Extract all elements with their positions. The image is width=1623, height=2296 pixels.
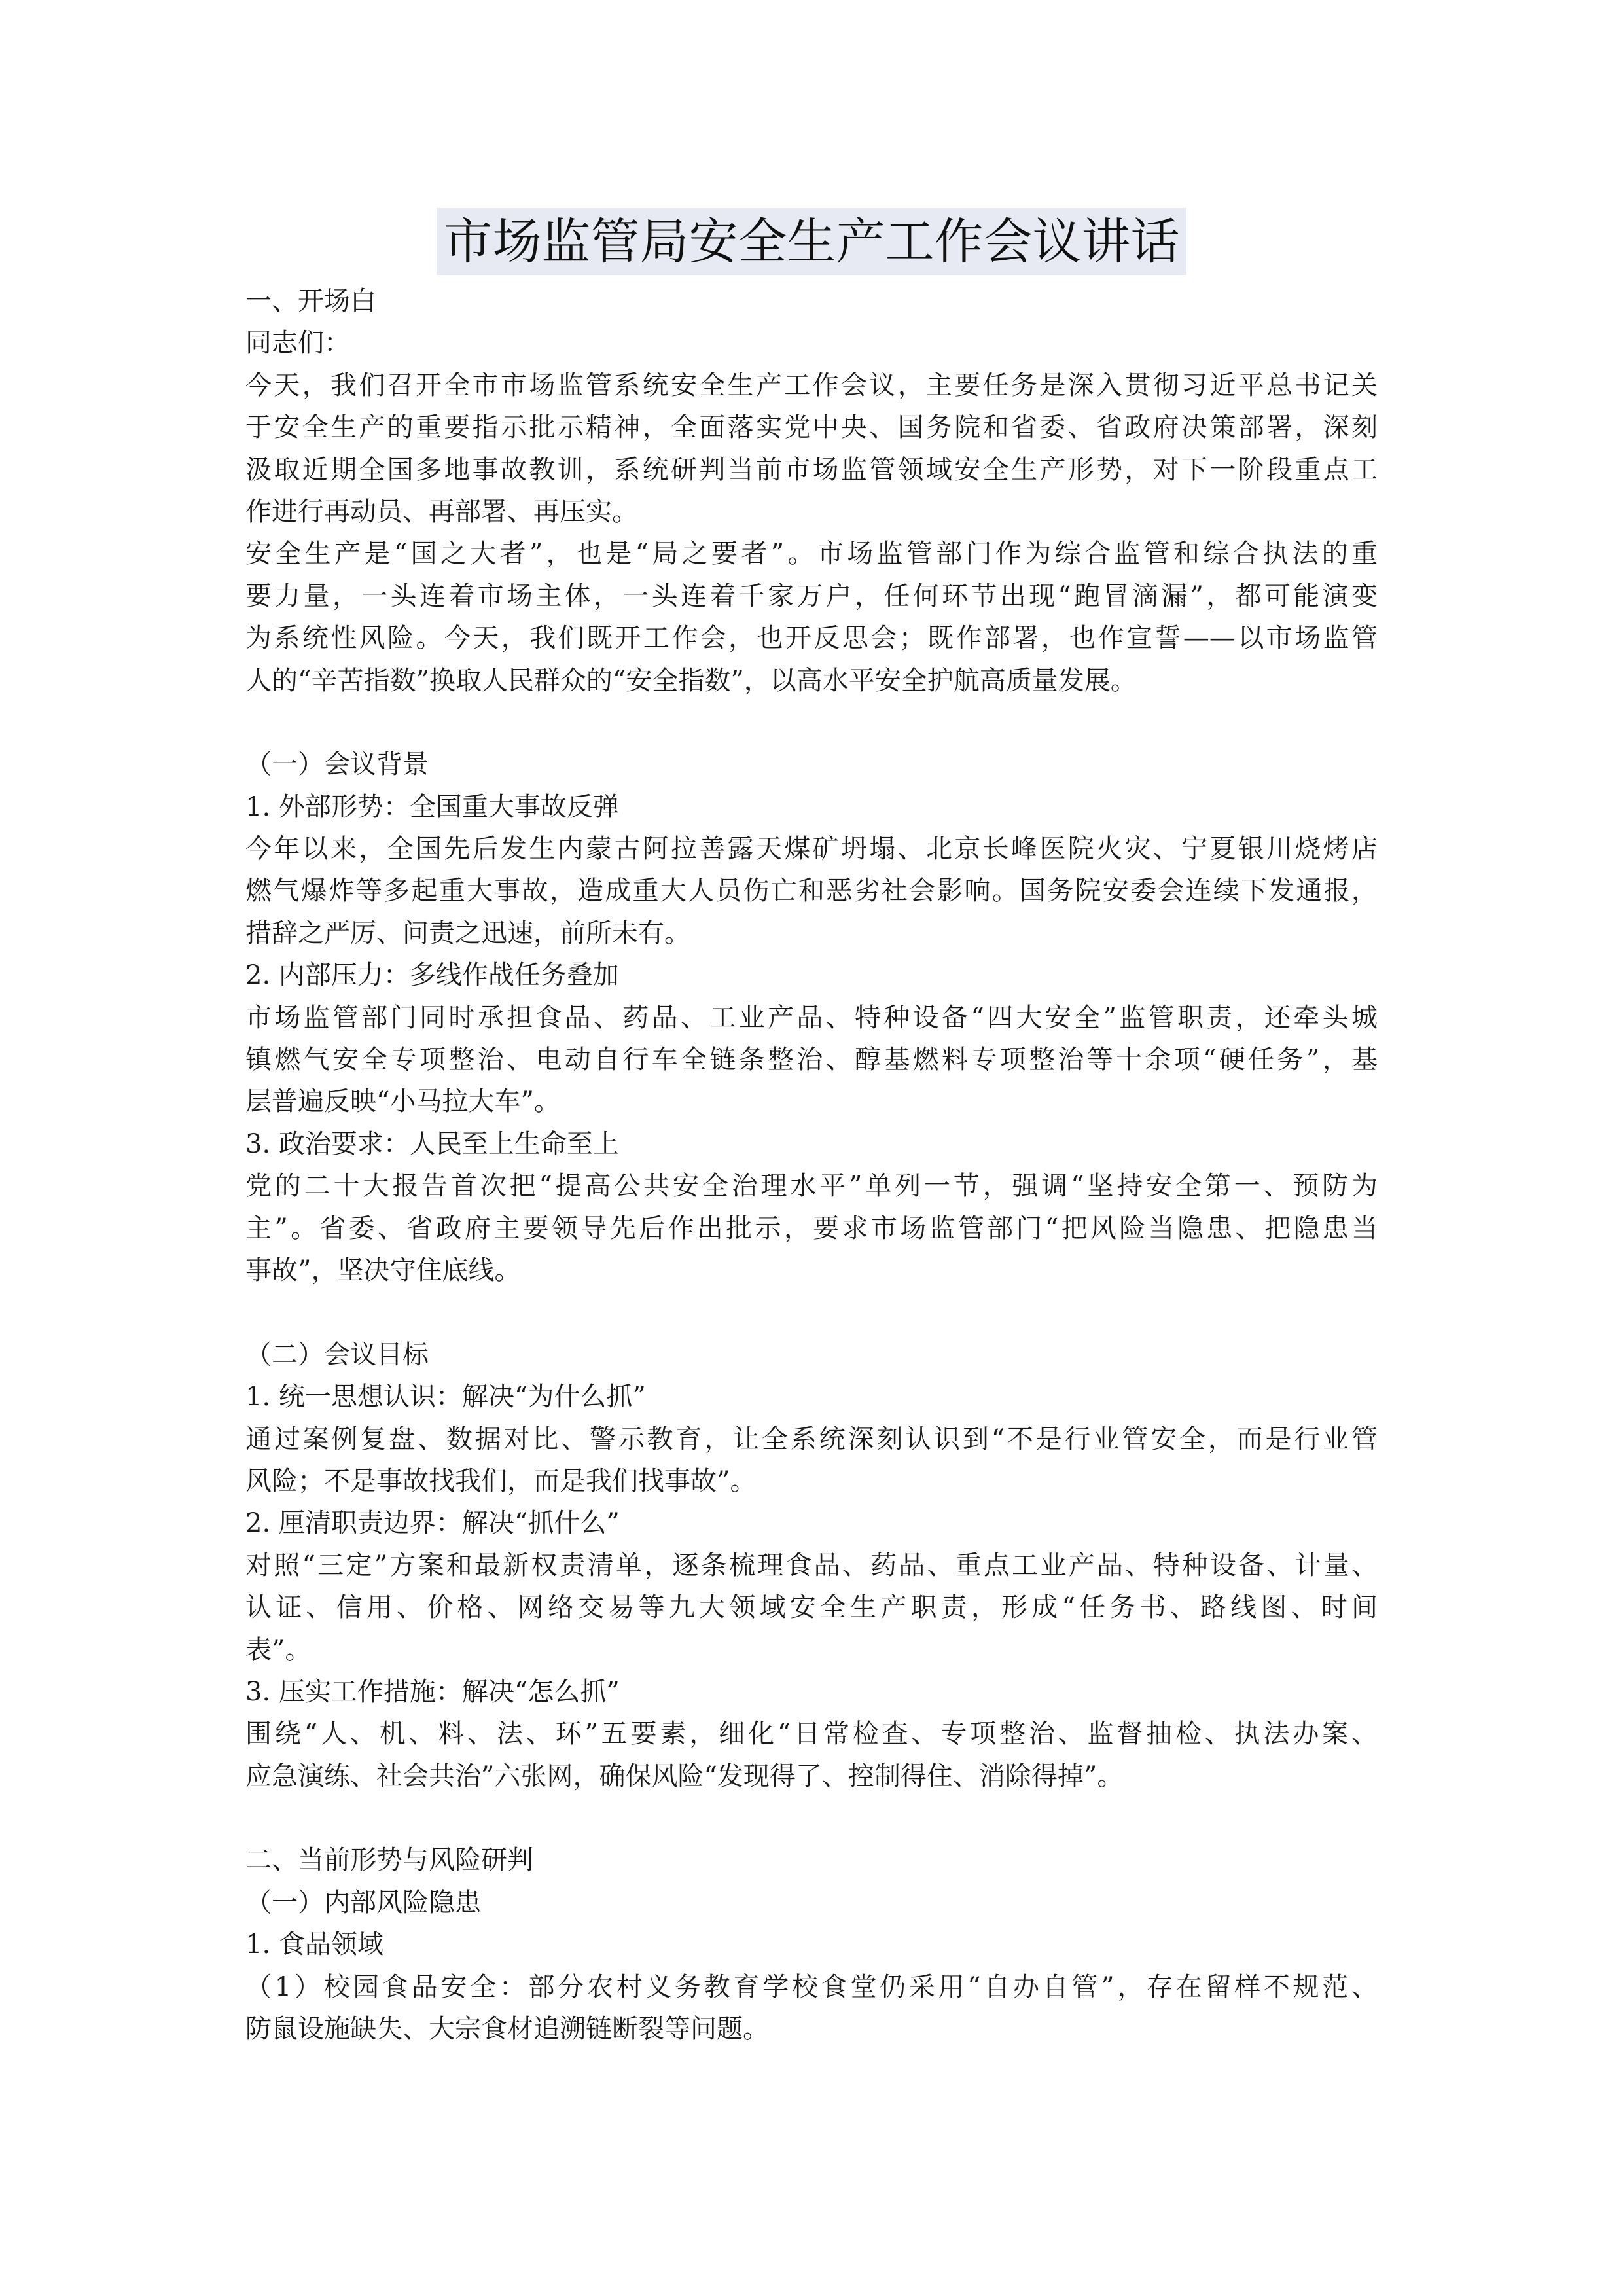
paragraph-line: （1）校园食品安全：部分农村义务教育学校食堂仍采用“自办自管”，存在留样不规范、 — [245, 1971, 1378, 2002]
paragraph-line: 措辞之严厉、问责之迅速，前所未有。 — [245, 918, 690, 948]
subsection-heading: （二）会议目标 — [245, 1339, 429, 1370]
paragraph-line: 对照“三定”方案和最新权责清单，逐条梳理食品、药品、重点工业产品、特种设备、计量、 — [245, 1550, 1378, 1581]
paragraph-line: 燃气爆炸等多起重大事故，造成重大人员伤亡和恶劣社会影响。国务院安委会连续下发通报， — [245, 876, 1378, 906]
blank-line — [245, 1797, 1378, 1839]
paragraph-line: 认证、信用、价格、网络交易等九大领域安全生产职责，形成“任务书、路线图、时间 — [245, 1592, 1378, 1623]
paragraph-line: 安全生产是“国之大者”，也是“局之要者”。市场监管部门作为综合监管和综合执法的重 — [245, 539, 1378, 569]
item-title: 1. 统一思想认识：解决“为什么抓” — [245, 1382, 646, 1412]
item-title: 1. 食品领域 — [245, 1929, 383, 1960]
paragraph-line: 市场监管部门同时承担食品、药品、工业产品、特种设备“四大安全”监管职责，还牵头城 — [245, 1002, 1378, 1033]
item-title: 2. 内部压力：多线作战任务叠加 — [245, 960, 619, 991]
paragraph-line: 应急演练、社会共治”六张网，确保风险“发现得了、控制得住、消除得掉”。 — [245, 1761, 1124, 1791]
paragraph-line: 防鼠设施缺失、大宗食材追溯链断裂等问题。 — [245, 2014, 769, 2045]
paragraph-line: 汲取近期全国多地事故教训，系统研判当前市场监管领域安全生产形势，对下一阶段重点工 — [245, 454, 1378, 485]
paragraph-line: 要力量，一头连着市场主体，一头连着千家万户，任何环节出现“跑冒滴漏”，都可能演变 — [245, 581, 1378, 611]
item-title: 3. 压实工作措施：解决“怎么抓” — [245, 1676, 620, 1707]
paragraph-line: 人的“辛苦指数”换取人民群众的“安全指数”，以高水平安全护航高质量发展。 — [245, 665, 1137, 696]
paragraph-line: 层普遍反映“小马拉大车”。 — [245, 1086, 560, 1117]
item-title: 3. 政治要求：人民至上生命至上 — [245, 1128, 619, 1159]
paragraph-line: 镇燃气安全专项整治、电动自行车全链条整治、醇基燃料专项整治等十余项“硬任务”，基 — [245, 1045, 1378, 1075]
section-heading: 一、开场白 — [245, 286, 376, 316]
paragraph-line: 今天，我们召开全市市场监管系统安全生产工作会议，主要任务是深入贯彻习近平总书记关 — [245, 370, 1378, 401]
title-container — [0, 208, 1623, 275]
paragraph-line: 通过案例复盘、数据对比、警示教育，让全系统深刻认识到“不是行业管安全，而是行业管 — [245, 1424, 1378, 1454]
subsection-heading: （一）内部风险隐患 — [245, 1887, 481, 1918]
greeting: 同志们： — [245, 328, 350, 359]
paragraph-line: 围绕“人、机、料、法、环”五要素，细化“日常检查、专项整治、监督抽检、执法办案、 — [245, 1719, 1378, 1749]
paragraph-line: 风险；不是事故找我们，而是我们找事故”。 — [245, 1465, 757, 1496]
document-title: 市场监管局安全生产工作会议讲话 — [437, 208, 1186, 275]
paragraph-line: 表”。 — [245, 1634, 312, 1665]
subsection-heading: （一）会议背景 — [245, 749, 429, 780]
paragraph-line: 于安全生产的重要指示批示精神，全面落实党中央、国务院和省委、省政府决策部署，深刻 — [245, 412, 1378, 443]
paragraph-line: 党的二十大报告首次把“提高公共安全治理水平”单列一节，强调“坚持安全第一、预防为 — [245, 1171, 1378, 1202]
blank-line — [245, 702, 1378, 744]
paragraph-line: 今年以来，全国先后发生内蒙古阿拉善露天煤矿坍塌、北京长峰医院火灾、宁夏银川烧烤店 — [245, 834, 1378, 865]
paragraph-line: 为系统性风险。今天，我们既开工作会，也开反思会；既作部署，也作宣誓——以市场监管 — [245, 623, 1378, 654]
paragraph-line: 作进行再动员、再部署、再压实。 — [245, 496, 638, 527]
item-title: 1. 外部形势：全国重大事故反弹 — [245, 791, 619, 822]
document-body — [245, 280, 1378, 2050]
blank-line — [245, 1291, 1378, 1333]
item-title: 2. 厘清职责边界：解决“抓什么” — [245, 1508, 620, 1539]
section-heading: 二、当前形势与风险研判 — [245, 1845, 533, 1876]
paragraph-line: 事故”，坚决守住底线。 — [245, 1255, 521, 1285]
paragraph-line: 主”。省委、省政府主要领导先后作出批示，要求市场监管部门“把风险当隐患、把隐患当 — [245, 1213, 1378, 1244]
